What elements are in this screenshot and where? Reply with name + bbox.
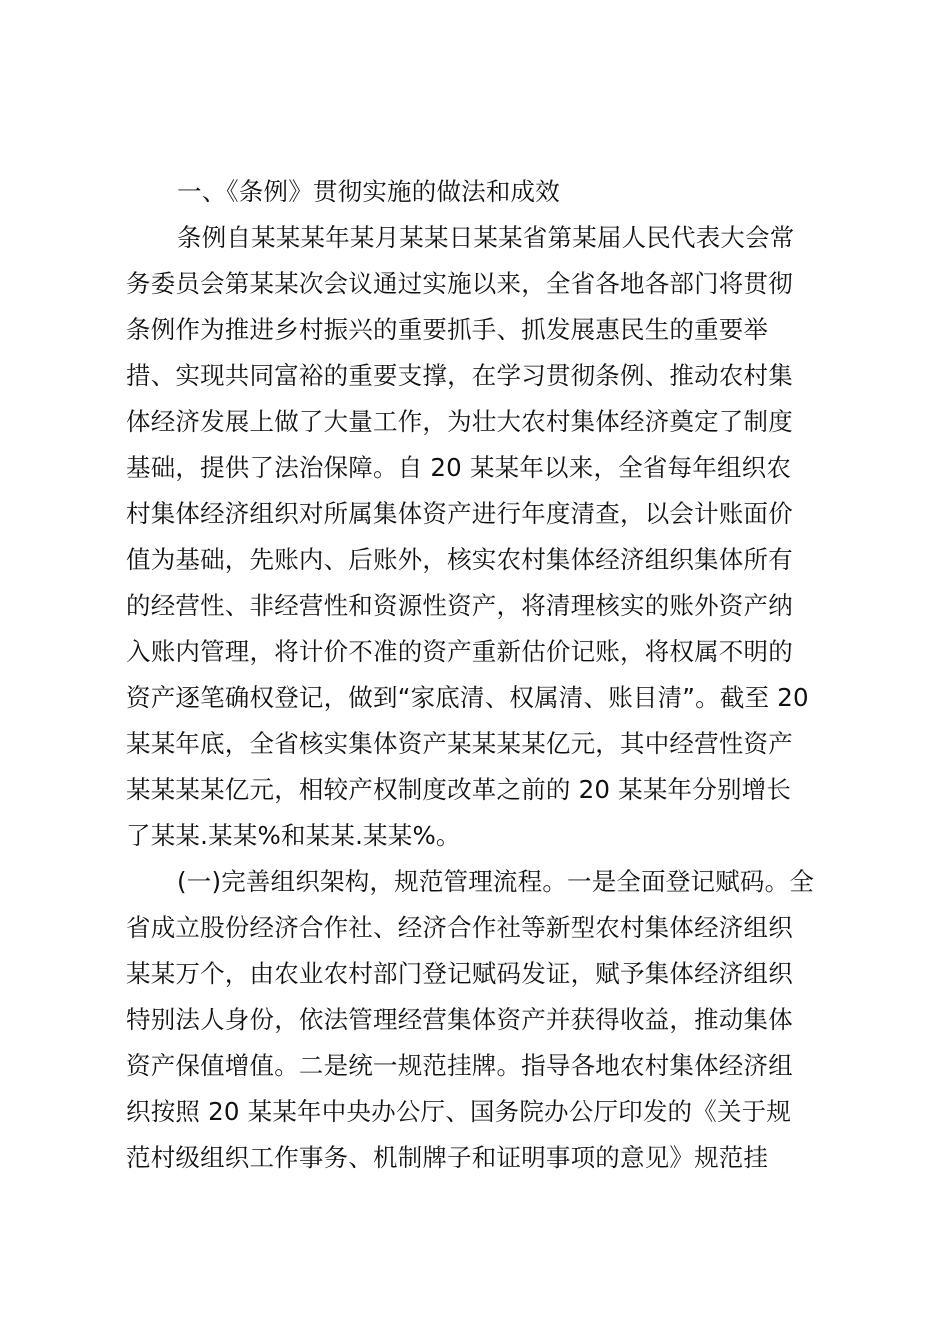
paragraph-1-line-2: 务委员会第某某次会议通过实施以来，全省各地各部门将贯彻: [126, 269, 793, 298]
section-heading: 一、《条例》贯彻实施的做法和成效: [177, 177, 560, 206]
paragraph-2-line-3: 某某万个，由农业农村部门登记赋码发证，赋予集体经济组织: [126, 959, 793, 988]
paragraph-1-line-4: 措、实现共同富裕的重要支撑，在学习贯彻条例、推动农村集: [126, 361, 793, 390]
paragraph-2-line-5: 资产保值增值。二是统一规范挂牌。指导各地农村集体经济组: [126, 1051, 793, 1080]
paragraph-1-line-11: 资产逐笔确权登记，做到“家底清、权属清、账目清”。截至 20: [126, 683, 809, 712]
paragraph-1-line-7: 村集体经济组织对所属集体资产进行年度清查，以会计账面价: [126, 499, 793, 528]
paragraph-2-line-7: 范村级组织工作事务、机制牌子和证明事项的意见》规范挂: [126, 1143, 769, 1172]
paragraph-1-line-12: 某某年底，全省核实集体资产某某某某亿元，其中经营性资产: [126, 729, 793, 758]
paragraph-2-line-4: 特别法人身份，依法管理经营集体资产并获得收益，推动集体: [126, 1005, 793, 1034]
paragraph-1-line-14: 了某某.某某%和某某.某某%。: [126, 821, 461, 850]
paragraph-1-line-6: 基础，提供了法治保障。自 20 某某年以来，全省每年组织农: [126, 453, 792, 482]
paragraph-2-line-1: (一)完善组织架构，规范管理流程。一是全面登记赋码。全: [177, 867, 815, 896]
paragraph-2-line-2: 省成立股份经济合作社、经济合作社等新型农村集体经济组织: [126, 913, 793, 942]
paragraph-1-line-5: 体经济发展上做了大量工作，为壮大农村集体经济奠定了制度: [126, 407, 793, 436]
paragraph-1-line-8: 值为基础，先账内、后账外，核实农村集体经济组织集体所有: [126, 545, 793, 574]
paragraph-1-line-1: 条例自某某某年某月某某日某某省第某届人民代表大会常: [177, 223, 795, 252]
paragraph-1-line-13: 某某某某亿元，相较产权制度改革之前的 20 某某年分别增长: [126, 775, 792, 804]
paragraph-1-line-10: 入账内管理，将计价不准的资产重新估价记账，将权属不明的: [126, 637, 793, 666]
paragraph-1-line-9: 的经营性、非经营性和资源性资产，将清理核实的账外资产纳: [126, 591, 793, 620]
paragraph-1-line-3: 条例作为推进乡村振兴的重要抓手、抓发展惠民生的重要举: [126, 315, 769, 344]
paragraph-2-line-6: 织按照 20 某某年中央办公厅、国务院办公厅印发的《关于规: [126, 1097, 792, 1126]
